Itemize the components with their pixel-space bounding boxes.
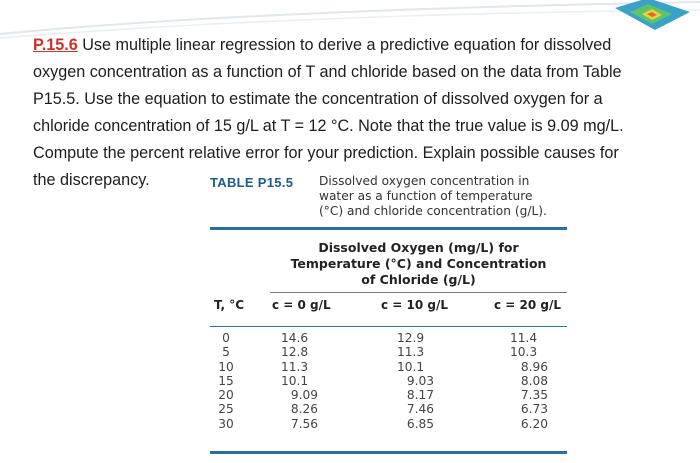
column-temperature [216,331,236,431]
problem-line-5: Compute the percent relative error for your prediction. Explain possible causes for [33,144,619,162]
table-cell: 10 [218,359,234,374]
table-bottom-rule [210,451,567,454]
group-header-rule [270,292,567,293]
table-cell: 20 [218,388,234,403]
problem-line-4: chloride concentration of 15 g/L at T = 12 °C. Note that the true value is 9.09 mg/L. [33,117,624,135]
table-cell: 6.20 [520,416,548,431]
group-header-line: Temperature (°C) and Concentration [290,256,547,271]
problem-number: P.15.6 [33,36,78,54]
table-cell: 9.09 [290,388,318,403]
problem-line-6: the discrepancy. [33,171,150,189]
table-caption [319,174,589,219]
table-cell: 8.96 [520,359,548,374]
column-header-c10: c = 10 g/L [381,298,449,312]
table-cell: 7.35 [520,388,548,403]
table-cell: 8.08 [520,373,548,388]
table-cell: 11.4 [510,331,538,345]
caption-line: (°C) and chloride concentration (g/L). [319,204,547,218]
table-cell: 30 [218,416,234,431]
table-cell: 6.73 [520,402,548,417]
corner-3d-plot-icon [615,0,690,30]
problem-statement [33,32,673,194]
caption-line: water as a function of temperature [319,189,533,203]
column-c10 [397,331,437,431]
column-header-temperature: T, °C [214,298,245,312]
problem-line-1: P.15.6 Use multiple linear regression to derive a predictive equation for dissolved [33,36,612,54]
table-cell: 9.03 [406,373,434,388]
column-header-c20: c = 20 g/L [494,298,562,312]
table-cell: 11.3 [397,345,425,360]
table-cell: 10.1 [281,373,309,388]
column-c0 [281,331,321,431]
group-header-line: Dissolved Oxygen (mg/L) for [318,240,519,255]
table-cell: 12.8 [281,345,309,360]
table-cell: 14.6 [281,331,309,345]
problem-line-3: P15.5. Use the equation to estimate the concentration of dissolved oxygen for a [33,90,603,108]
group-header-line: of Chloride (g/L) [361,272,476,287]
column-c20 [510,331,550,431]
table-cell: 7.46 [406,402,434,417]
table-cell: 12.9 [397,331,425,345]
table-header-rule [210,326,567,327]
table-group-header [270,240,567,288]
caption-line: Dissolved oxygen concentration in [319,174,530,188]
table-cell: 5 [222,345,230,360]
problem-line-2: oxygen concentration as a function of T and chloride based on the data from Table [33,63,622,81]
table-cell: 6.85 [406,416,434,431]
table-cell: 8.26 [290,402,318,417]
table-cell: 7.56 [290,416,318,431]
table-label: TABLE P15.5 [210,175,294,190]
table-cell: 0 [222,331,230,345]
table-cell: 10.3 [510,345,538,360]
table-cell: 11.3 [281,359,309,374]
table-top-rule [210,227,567,230]
column-header-c0: c = 0 g/L [272,298,331,312]
table-cell: 8.17 [406,388,434,403]
table-cell: 10.1 [397,359,425,374]
table-cell: 25 [218,402,234,417]
table-cell: 15 [218,373,234,388]
